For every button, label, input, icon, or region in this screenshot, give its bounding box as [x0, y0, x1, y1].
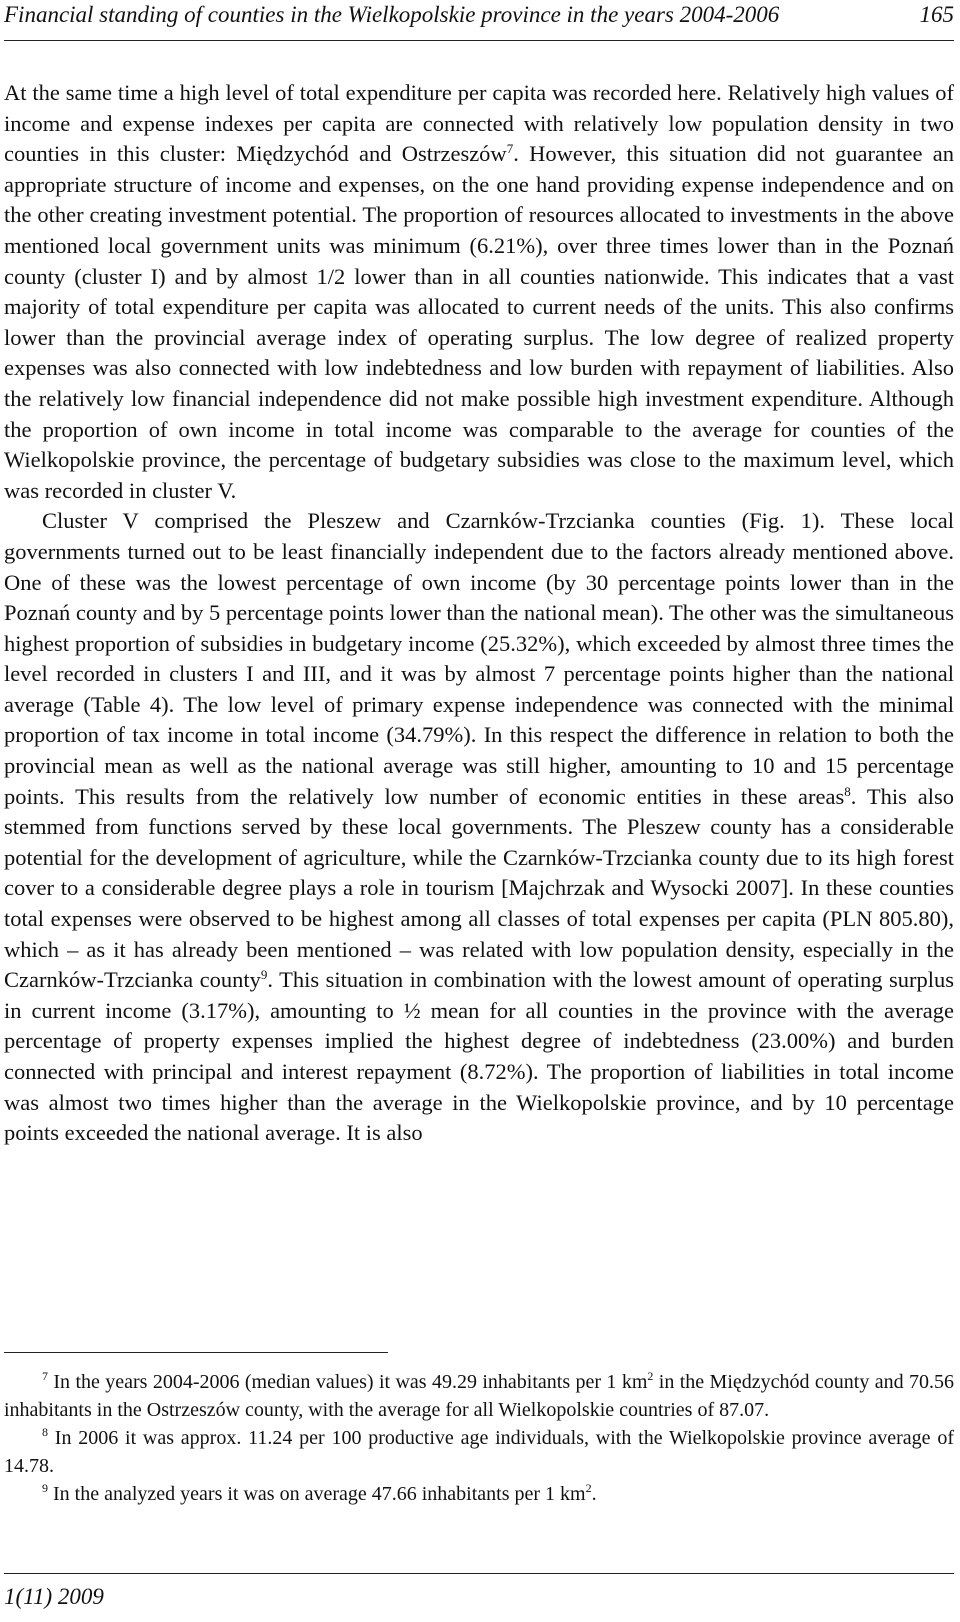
footnote-text: In the analyzed years it was on average 47.66 inhabitants per 1 km: [48, 1483, 586, 1505]
issue-label: 1(11) 2009: [4, 1584, 104, 1609]
footnote-number: 8: [42, 1425, 48, 1439]
footnote-7: [4, 1368, 954, 1424]
running-header: [4, 0, 954, 41]
footnote-ref-7: 7: [506, 141, 514, 157]
footnote-8: [4, 1424, 954, 1480]
footnote-superscript: 2: [585, 1481, 592, 1495]
footnote-number: 9: [42, 1481, 48, 1495]
paragraph-1-part-a: At the same time a high level of total expenditure per capita was recorded here. Relatively high values of income and expense indexes per capita are connected with relatively low population density in two counties in this cluster: Międzychód and Ostrzeszów: [4, 80, 954, 167]
paragraph-2-part-a: Cluster V comprised the Pleszew and Czarnków-Trzcianka counties (Fig. 1). These local governments turned out to be least financially independent due to the factors already mentioned above. One of these was the lowest percentage of own income (by 30 percentage points lower than in the Poznań county and by 5 percentage points lower than the national mean). The other was the simultaneous highest proportion of subsidies in budgetary income (25.32%), which exceeded by almost three times the level recorded in clusters I and III, and it was by almost 7 percentage points higher than the national average (Table 4). The low level of primary expense independence was connected with the minimal proportion of tax income in total income (34.79%). In this respect the difference in relation to both the provincial mean as well as the national average was still higher, amounting to 10 and 15 percentage points. This results from the relatively low number of economic entities in these areas: [4, 508, 954, 809]
footnote-ref-9: 9: [260, 967, 268, 983]
paragraph-1-part-b: . However, this situation did not guarantee an appropriate structure of income and expenses, on the one hand providing expense independence and on the other creating investment potential. The proportion of resources allocated to investments in the above mentioned local government units was minimum (6.21%), over three times lower than in the Poznań county (cluster I) and by almost 1/2 lower than in all counties nationwide. This indicates that a vast majority of total expenditure per capita was allocated to current needs of the units. This also confirms lower than the provincial average index of operating surplus. The low degree of realized property expenses was also connected with low indebtedness and low burden with repayment of liabilities. Also the relatively low financial independence did not make possible high investment expenditure. Although the proportion of own income in total income was comparable to the average for counties of the Wielkopolskie province, the percentage of budgetary subsidies was close to the maximum level, which was recorded in cluster V.: [4, 141, 954, 503]
footnote-9: [4, 1480, 954, 1508]
footnote-ref-8: 8: [844, 783, 851, 799]
footnote-text: In the years 2004-2006 (median values) it was 49.29 inhabitants per 1 km: [48, 1371, 648, 1393]
paragraph-2: [4, 506, 954, 1148]
body-text: [4, 78, 954, 1149]
running-title: Financial standing of counties in the Wielkopolskie province in the years 2004-2006: [4, 2, 780, 27]
footnote-text: In 2006 it was approx. 11.24 per 100 productive age individuals, with the Wielkopolskie province average of 14.78.: [4, 1427, 954, 1477]
footnote-text-cont: in the Międzychód county and 70.56 inhabitants in the Ostrzeszów county, with the average for all Wielkopolskie countries of 87.07.: [4, 1371, 954, 1421]
footnote-separator: [4, 1352, 388, 1353]
paragraph-1: [4, 78, 954, 506]
footnote-superscript: 2: [647, 1369, 654, 1383]
footnote-text-cont: .: [591, 1483, 597, 1505]
page-number: 165: [919, 2, 954, 27]
paragraph-2-part-c: . This situation in combination with the lowest amount of operating surplus in current income (3.17%), amounting to ½ mean for all counties in the province with the average percentage of property expenses implied the highest degree of indebtedness (23.00%) and burden connected with principal and interest repayment (8.72%). The proportion of liabilities in total income was almost two times higher than the average in the Wielkopolskie province, and by 10 percentage points exceeded the national average. It is also: [4, 967, 954, 1146]
paragraph-2-part-b: . This also stemmed from functions served by these local governments. The Pleszew county has a considerable potential for the development of agriculture, while the Czarnków-Trzcianka county due to its high forest cover to a considerable degree plays a role in tourism [Majchrzak and Wysocki 2007]. In these counties total expenses were observed to be highest among all classes of total expenses per capita (PLN 805.80), which – as it has already been mentioned – was related with low population density, especially in the Czarnków-Trzcianka county: [4, 783, 954, 993]
footer-separator: [4, 1573, 954, 1574]
footnotes: [4, 1368, 954, 1508]
footnote-number: 7: [42, 1369, 48, 1383]
